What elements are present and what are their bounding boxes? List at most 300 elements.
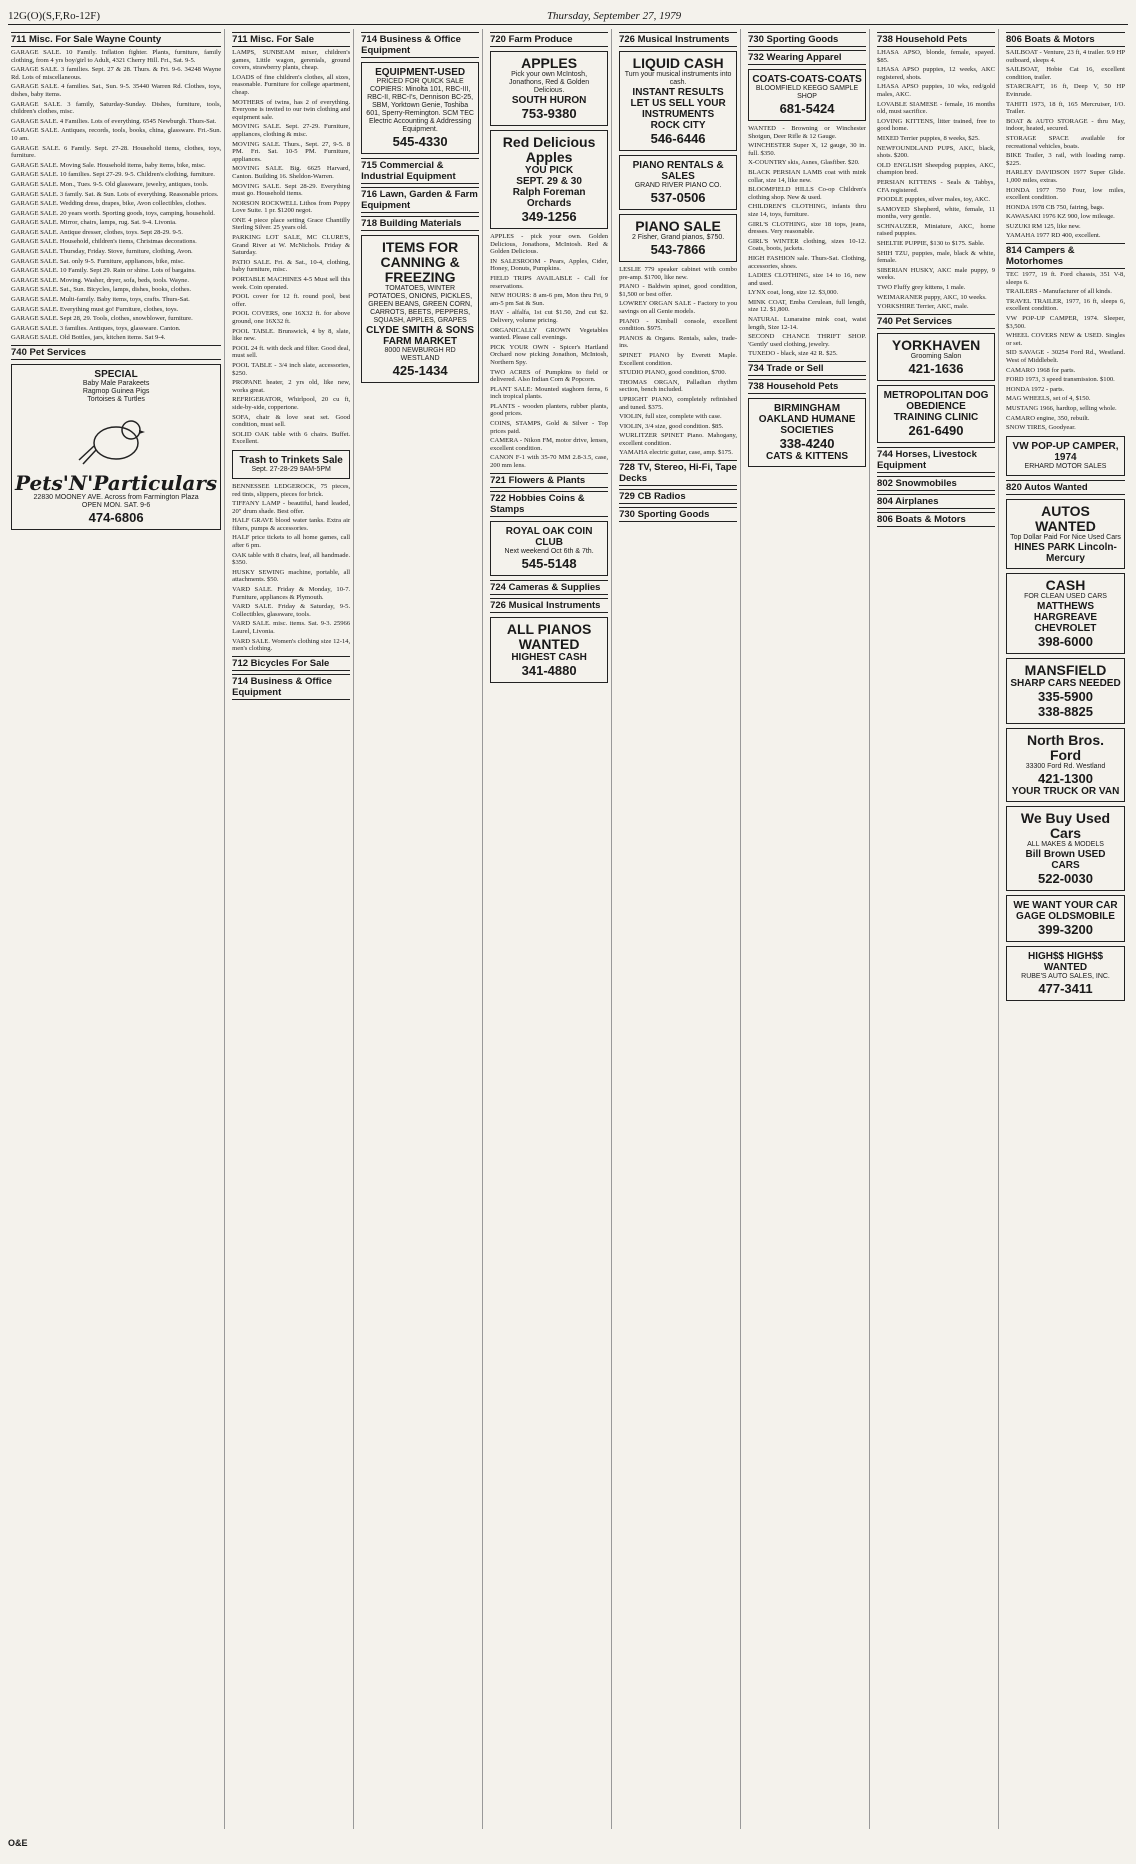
classified-ad: SNOW TIRES, Goodyear. xyxy=(1006,424,1076,432)
classified-ad: LHASA APSO, blonde, female, spayed. $85. xyxy=(877,49,996,64)
classified-ad: HARLEY DAVIDSON 1977 Super Glide. 1,000 miles, extras. xyxy=(1006,169,1125,184)
humane-phone: 338-4240 xyxy=(779,436,835,452)
section-heading: 802 Snowmobiles xyxy=(877,476,995,491)
autos-wanted-title: AUTOS WANTED xyxy=(1035,502,1096,534)
vw-camper-ad xyxy=(1006,436,1125,476)
equipment-body: COPIERS: Minolta 101, RBC-III, RBC-II, RBC-I's, Dennison BC-25, SBM, Yorktown Genie, Toshiba 601, Sperry-Remington. SCM TEC Electric Accounting & Addressing Equipment. xyxy=(366,86,474,133)
classified-ad: CAMERA - Nikon FM, motor drive, lenses, excellent condition. xyxy=(490,437,609,452)
classified-ad: KAWASAKI 1976 KZ 900, low mileage. xyxy=(1006,213,1115,221)
canning-items: TOMATOES, WINTER POTATOES, ONIONS, PICKLES, GREEN BEANS, GREEN CORN, CARROTS, BEETS, PEPPERS, SQUASH, APPLES, GRAPES xyxy=(368,285,473,324)
classified-ad: MOVING SALE. Thurs., Sept. 27, 9-5. 8 PM. Fri. Sat. 10-5 PM. Furniture, appliances. xyxy=(232,140,351,163)
classified-ad: X-COUNTRY skis, Asnes, Glasfiber. $20. xyxy=(748,159,860,167)
classified-ad: PORTABLE MACHINES 4-5 Must sell this week. Coin operated. xyxy=(232,276,351,291)
classified-ad: LAMPS, SUNBEAM mixer, children's games, Little wagon, gerenials, ground covers, strawberry plants, cheap. xyxy=(232,49,351,72)
classified-ad: SECOND CHANCE THRIFT SHOP. 'Gently' used clothing, jewelry. xyxy=(748,333,867,348)
we-buy-ad xyxy=(1006,806,1125,891)
page-date: Thursday, September 27, 1979 xyxy=(546,10,682,22)
all-pianos-ad xyxy=(490,617,608,683)
classified-ad: SAILBOAT - Venture, 23 ft, 4 trailer. 9.9 HP outboard, sleeps 4. xyxy=(1006,49,1125,64)
classified-ad: HALF GRAVE blood water tanks. Extra air filters, pumps & accessories. xyxy=(232,517,351,532)
classified-ad: HALF price tickets to all home games, call after 6 pm. xyxy=(232,534,351,550)
section-heading: 730 Sporting Goods xyxy=(748,32,866,47)
classified-ad: LYNX coat, long, size 12. $3,000. xyxy=(748,289,839,297)
pets-line: Ragmop Guinea Pigs xyxy=(82,388,150,395)
classified-ad: FORD 1973, 3 speed transmission. $100. xyxy=(1006,376,1115,384)
classified-ad: LESLIE 779 speaker cabinet with combo pre-amp. $1700, like new. xyxy=(619,266,738,281)
classified-ad: MOTHERS of twins, has 2 of everything. Everyone is invited to our twin clothing and equipment sale. xyxy=(232,98,351,121)
section-heading: 740 Pet Services xyxy=(11,345,221,360)
column-2 xyxy=(229,29,354,1829)
classified-ad: TWO Fluffy grey kittens, 1 male. xyxy=(877,284,966,292)
section-heading: 804 Airplanes xyxy=(877,494,995,509)
classified-ad: NEWFOUNDLAND PUPS, AKC, black, shots. $200. xyxy=(877,144,996,160)
ad-list xyxy=(232,483,350,653)
all-pianos-phone: 341-4880 xyxy=(521,662,577,678)
coats-phone: 681-5424 xyxy=(779,101,835,116)
equipment-title: EQUIPMENT-USED xyxy=(375,67,466,78)
piano-sale-phone: 543-7866 xyxy=(650,242,706,257)
classified-ad: VARD SALE. misc. items. Sat. 9-3. 25966 Laurel, Livonia. xyxy=(232,620,351,635)
classified-ad: MUSTANG 1966, hardtop, selling whole. xyxy=(1006,404,1117,412)
canning-place: CLYDE SMITH & SONS FARM MARKET xyxy=(366,325,475,347)
classified-ad: VARD SALE. Women's clothing size 12-14, men's clothing. xyxy=(232,637,351,653)
classified-ad: ONE 4 piece place setting Grace Chantilly Sterling Silver. 25 years old. xyxy=(232,216,351,232)
classified-ad: POOL 24 ft. with deck and filter. Good deal, must sell. xyxy=(232,344,351,360)
red-apples-title: Red Delicious Apples xyxy=(502,134,596,165)
piano-place: GRAND RIVER PIANO CO. xyxy=(634,182,722,189)
classified-ad: HONDA 1972 - parts. xyxy=(1006,385,1065,393)
piano-title: PIANO RENTALS & SALES xyxy=(632,160,724,182)
classified-ad: STORAGE SPACE available for recreational vehicles, boats. xyxy=(1006,134,1125,150)
highss-title: HIGH$$ HIGH$$ xyxy=(1027,950,1104,962)
classified-ad: MIXED Terrier puppies, 8 weeks, $25. xyxy=(877,134,980,142)
ad-list xyxy=(748,125,866,358)
section-heading: 711 Misc. For Sale Wayne County xyxy=(11,32,221,47)
royal-oak-ad xyxy=(490,521,608,576)
classified-ad: BENNESSEE LEDGEROCK, 75 pieces, red tints, slippers, pieces for brick. xyxy=(232,482,351,498)
humane-title: BIRMINGHAM OAKLAND HUMANE SOCIETIES xyxy=(758,403,856,437)
classified-ad: SAMOYED Shepherd, white, female, 11 months, very gentle. xyxy=(877,205,996,221)
classified-ad: WHEEL COVERS NEW & USED. Singles or set. xyxy=(1006,332,1125,347)
canning-phone: 425-1434 xyxy=(392,363,448,378)
classified-ad: OLD ENGLISH Sheepdog puppies, AKC, champion bred. xyxy=(877,161,996,177)
classified-ad: POOL TABLE - 3/4 inch slate, accessories, $250. xyxy=(232,361,351,377)
section-heading: 712 Bicycles For Sale xyxy=(232,656,350,671)
classified-ad: MOVING SALE. Sept. 27-29. Furniture, appliances, clothing & misc. xyxy=(232,123,351,138)
cash-ad xyxy=(1006,573,1125,654)
highss-sub: WANTED xyxy=(1043,961,1088,973)
highss-place: RUBE'S AUTO SALES, INC. xyxy=(1021,972,1110,980)
classified-ad: VW POP-UP CAMPER, 1974. Sleeper, $3,500. xyxy=(1006,315,1125,330)
classified-ad: CHILDREN'S CLOTHING, infants thru size 14, toys, furniture. xyxy=(748,203,867,218)
classified-ad: OAK table with 8 chairs, leaf, all handmade. $350. xyxy=(232,551,351,567)
classified-ad: GARAGE SALE. Old Bottles, jars, kitchen items. Sat 9-4. xyxy=(11,334,166,342)
cash-sub: FOR CLEAN USED CARS xyxy=(1024,592,1107,600)
we-buy-title: We Buy Used Cars xyxy=(1020,809,1111,841)
north-bros-place: 33300 Ford Rd. Westland xyxy=(1025,762,1106,770)
classified-ad: LOVABLE SIAMESE - female, 16 months old, must sacrifice. xyxy=(877,100,996,116)
ad-list xyxy=(1006,271,1125,432)
classified-ad: SCHNAUZER, Miniature, AKC, home raised puppies. xyxy=(877,222,996,238)
obedience-phone: 261-6490 xyxy=(908,422,964,438)
pets-phone: 474-6806 xyxy=(88,510,144,525)
classified-columns xyxy=(8,29,1128,1829)
red-apples-ad xyxy=(490,130,608,229)
classified-ad: UPRIGHT PIANO, completely refinished and tuned. $375. xyxy=(619,395,738,411)
section-heading: 738 Household Pets xyxy=(748,379,866,394)
classified-ad: PROPANE heater, 2 yrs old, like new, works great. xyxy=(232,379,351,394)
parakeet-illustration xyxy=(71,408,161,468)
classified-ad: VARD SALE. Friday & Monday, 10-7. Furniture, appliances & Plymouth. xyxy=(232,586,351,601)
pets-address: 22830 MOONEY AVE. Across from Farmington Plaza xyxy=(33,494,199,501)
all-pianos-line: HIGHEST CASH xyxy=(511,651,587,663)
column-4 xyxy=(487,29,612,1829)
classified-ad: PLANTS - wooden planters, rubber plants, good prices. xyxy=(490,402,609,418)
autos-wanted-ad xyxy=(1006,499,1125,569)
classified-ad: LOADS of fine children's clothes, all sizes, reasonable. Furniture for college apartment, cheap. xyxy=(232,73,351,96)
section-heading: 744 Horses, Livestock Equipment xyxy=(877,447,995,473)
highss-phone: 477-3411 xyxy=(1038,980,1093,996)
section-heading: 711 Misc. For Sale xyxy=(232,32,350,47)
classified-ad: SOLID OAK table with 6 chairs. Buffet. Excellent. xyxy=(232,430,351,446)
classified-ad: FIELD TRIPS AVAILABLE - Call for reservations. xyxy=(490,274,609,290)
classified-ad: SIBERIAN HUSKY, AKC male puppy, 9 weeks. xyxy=(877,266,996,282)
ad-list xyxy=(877,49,995,311)
classified-ad: POOL cover for 12 ft. round pool, best offer. xyxy=(232,293,351,308)
classified-ad: THOMAS ORGAN, Palladian rhythm section, bench included. xyxy=(619,378,738,394)
section-heading: 714 Business & Office Equipment xyxy=(232,674,350,700)
piano-sale-ad xyxy=(619,214,737,262)
north-bros-ad xyxy=(1006,728,1125,802)
oldsmobile-ad xyxy=(1006,895,1125,942)
page-code: 12G(O)(S,F,Ro-12F) xyxy=(8,10,101,22)
royal-oak-phone: 545-5148 xyxy=(521,555,577,571)
section-heading: 726 Musical Instruments xyxy=(490,598,608,613)
red-apples-dates: SEPT. 29 & 30 xyxy=(516,176,582,187)
classified-ad: LADIES CLOTHING, size 14 to 16, new and used. xyxy=(748,272,867,287)
north-bros-title: North Bros. Ford xyxy=(1027,731,1104,763)
apples-phone: 753-9380 xyxy=(521,106,577,121)
ad-list xyxy=(11,49,221,342)
coats-title: COATS-COATS-COATS xyxy=(752,74,862,85)
classified-ad: NATURAL Lunaraine mink coat, waist length, Size 12-14. xyxy=(748,316,867,331)
autos-wanted-place: HINES PARK Lincoln-Mercury xyxy=(1014,541,1117,564)
olds-title: WE WANT YOUR CAR xyxy=(1013,899,1118,911)
equipment-phone: 545-4330 xyxy=(392,134,448,149)
classified-ad: TAHITI 1973, 18 ft, 165 Mercruiser, I/O. Trailer. xyxy=(1006,100,1125,116)
classified-ad: SHIH TZU, puppies, male, black & white, female. xyxy=(877,249,996,265)
classified-ad: BIKE Trailer, 3 rail, with loading ramp. $225. xyxy=(1006,152,1125,167)
classified-ad: TUXEDO - black, size 42 R. $25. xyxy=(748,350,838,358)
liquid-cash-title: LIQUID CASH xyxy=(632,55,724,71)
classified-ad: GARAGE SALE. Antiques, records, tools, books, china, glassware. Fri.-Sun. 10 am. xyxy=(11,127,222,142)
red-apples-place: Ralph Foreman Orchards xyxy=(512,187,586,209)
olds-place: GAGE OLDSMOBILE xyxy=(1016,910,1115,922)
classified-ad: ORGANICALLY GROWN Vegetables wanted. Please call evenings. xyxy=(490,326,609,342)
pets-title: Pets'N'Particulars xyxy=(15,471,218,495)
autos-wanted-sub: Top Dollar Paid For Nice Used Cars xyxy=(1010,533,1121,541)
classified-ad: COINS, STAMPS, Gold & Silver - Top prices paid. xyxy=(490,420,609,435)
classified-ad: GARAGE SALE. Multi-family. Baby items, toys, crafts. Thurs-Sat. xyxy=(11,296,190,304)
classified-ad: APPLES - pick your own. Golden Delicious, Jonathons, McIntosh. Red & Golden Delicious. xyxy=(490,233,609,256)
classified-ad: PIANOS & Organs. Rentals, sales, trade-ins. xyxy=(619,334,738,350)
classified-ad: GARAGE SALE. Thursday, Friday. Stove, furniture, clothing, Avon. xyxy=(11,248,193,256)
ad-list xyxy=(232,49,350,446)
masthead xyxy=(8,8,1128,25)
red-apples-phone: 349-1256 xyxy=(521,209,577,224)
classified-ad: SUZUKI RM 125, like new. xyxy=(1006,222,1081,230)
section-heading: 730 Sporting Goods xyxy=(619,507,737,522)
highss-ad xyxy=(1006,946,1125,1001)
pets-line: Baby Male Parakeets xyxy=(82,380,150,387)
classified-ad: POOL COVERS, one 16X32 ft. for above ground, one 16X32 ft. xyxy=(232,310,351,325)
classified-ad: GARAGE SALE. 10 Family. Inflation fighter. Plants, furniture, family clothing, from 4 yrs boy/girl to Adult, 4321 Cherry Hill. Fri., Sat. 9-5. xyxy=(11,49,222,64)
column-7 xyxy=(874,29,999,1829)
pets-line: Tortoises & Turtles xyxy=(87,396,145,403)
canning-ad xyxy=(361,235,479,383)
classified-ad: GARAGE SALE. Household, children's items, Christmas decorations. xyxy=(11,238,197,246)
piano-sale-title: PIANO SALE xyxy=(635,218,721,234)
classified-ad: VARD SALE. Friday & Saturday, 9-5. Collectibles, glassware, tools. xyxy=(232,603,351,618)
section-heading: 716 Lawn, Garden & Farm Equipment xyxy=(361,189,478,211)
classified-ad: LHASA APSO puppies, 12 weeks, AKC registered, shots. xyxy=(877,66,996,81)
all-pianos-title: ALL PIANOS WANTED xyxy=(506,620,592,652)
royal-oak-title: ROYAL OAK COIN CLUB xyxy=(505,525,593,548)
we-buy-sub: ALL MAKES & MODELS xyxy=(1027,840,1104,848)
classified-ad: GARAGE SALE. 4 Families. Lots of everything. 6545 Newburgh. Thurs-Sat. xyxy=(11,117,217,125)
classified-ad: TRAVEL TRAILER, 1977, 16 ft, sleeps 6, excellent condition. xyxy=(1006,297,1125,313)
piano-phone: 537-0506 xyxy=(650,190,706,205)
trinkets-title: Trash to Trinkets Sale xyxy=(239,454,343,466)
section-heading: 734 Trade or Sell xyxy=(748,361,866,376)
classified-ad: LOVING KITTENS, litter trained, free to good home. xyxy=(877,117,996,133)
section-heading: 722 Hobbies Coins & Stamps xyxy=(490,491,608,517)
section-heading: 820 Autos Wanted xyxy=(1006,480,1125,495)
classified-ad: LOWREY ORGAN SALE - Factory to you savings on all Genie models. xyxy=(619,300,738,315)
classified-ad: PLANT SALE: Mounted staghorn ferns, 6 inch tropical plants. xyxy=(490,385,609,401)
classified-ad: STARCRAFT, 16 ft, Deep V, 50 HP Evinrude. xyxy=(1006,83,1125,98)
coats-ad xyxy=(748,69,866,121)
royal-oak-body: Next weekend Oct 6th & 7th. xyxy=(504,547,594,555)
obedience-title: METROPOLITAN DOG OBEDIENCE TRAINING CLINIC xyxy=(883,389,989,423)
section-heading: 814 Campers & Motorhomes xyxy=(1006,243,1125,269)
classified-ad: PIANO - Baldwin spinet, good condition, $1,500 or best offer. xyxy=(619,283,738,298)
column-5 xyxy=(616,29,741,1829)
classified-ad: GARAGE SALE. Sept 28, 29. Tools, clothes, snowblower, furniture. xyxy=(11,315,193,323)
pets-special: SPECIAL xyxy=(94,369,138,380)
section-heading: 724 Cameras & Supplies xyxy=(490,580,608,595)
apples-ad xyxy=(490,51,608,126)
classified-ad: WEIMARANER puppy, AKC, 10 weeks. xyxy=(877,293,987,301)
we-buy-place: Bill Brown USED CARS xyxy=(1025,848,1106,871)
classified-ad: HONDA 1977 750 Four, low miles, excellent condition. xyxy=(1006,186,1125,202)
classified-ad: GARAGE SALE. 3 families. Antiques, toys, glassware. Canton. xyxy=(11,324,181,332)
section-heading: 729 CB Radios xyxy=(619,489,737,504)
classified-ad: STUDIO PIANO, good condition, $700. xyxy=(619,369,727,377)
classified-ad: GARAGE SALE. Sat., Sun. Bicycles, lamps, dishes, books, clothes. xyxy=(11,286,192,294)
classified-ad: GIRL'S WINTER clothing, sizes 10-12. Coats, boots, jackets. xyxy=(748,237,867,253)
humane-tag: CATS & KITTENS xyxy=(766,451,849,463)
section-heading: 718 Building Materials xyxy=(361,216,479,231)
column-3 xyxy=(358,29,483,1829)
classified-ad: SOFA, chair & love seat set. Good condition, must sell. xyxy=(232,413,351,429)
north-bros-phone: 421-1300 xyxy=(1038,770,1093,786)
ad-list xyxy=(619,266,737,457)
piano-rentals-ad xyxy=(619,155,737,210)
section-heading: 732 Wearing Apparel xyxy=(748,50,866,65)
classified-ad: GARAGE SALE. Antique dresser, clothes, toys. Sept 28-29. 9-5. xyxy=(11,228,183,236)
classified-ad: GARAGE SALE. 6 Family. Sept. 27-28. Household items, clothes, toys, furniture. xyxy=(11,144,222,160)
classified-ad: GARAGE SALE. 3 family, Saturday-Sunday. Dishes, furniture, tools, children's clothes, misc. xyxy=(11,100,222,116)
yorkhaven-sub: Grooming Salon xyxy=(910,352,962,360)
classified-ad: WANTED - Browning or Winchester Shotgun, Deer Rifle & 12 Gauge. xyxy=(748,125,867,140)
piano-sale-body: 2 Fisher, Grand pianos, $750. xyxy=(631,234,725,241)
section-heading: 714 Business & Office Equipment xyxy=(361,32,479,58)
equipment-used-ad xyxy=(361,62,479,154)
column-6 xyxy=(745,29,870,1829)
classified-ad: NORSON ROCKWELL Lithos from Poppy Love Suite. 1 pr. $1200 negot. xyxy=(232,199,351,215)
classified-ad: PARKING LOT SALE, MC CLURE'S, Grand River at W. McNichols. Friday & Saturday. xyxy=(232,234,351,257)
cash-title: CASH xyxy=(1045,576,1086,593)
classified-ad: BLOOMFIELD HILLS Co-op Children's clothing shop. New & used. xyxy=(748,186,867,201)
pets-hours: OPEN MON. SAT. 9-6 xyxy=(81,502,151,509)
coats-place: BLOOMFIELD KEEGO SAMPLE SHOP xyxy=(755,85,859,100)
column-1 xyxy=(8,29,225,1829)
apples-body: Pick your own McIntosh, Jonathons, Red & Golden Delicious. xyxy=(509,71,590,94)
classified-ad: MAG WHEELS, set of 4, $150. xyxy=(1006,395,1091,403)
section-heading: 728 TV, Stereo, Hi-Fi, Tape Decks xyxy=(619,462,737,485)
classified-ad: YORKSHIRE Terrier, AKC, male. xyxy=(877,303,969,311)
section-heading: 738 Household Pets xyxy=(877,32,995,47)
section-heading: 806 Boats & Motors xyxy=(1006,32,1125,47)
classified-ad: HUSKY SEWING machine, portable, all attachments. $50. xyxy=(232,568,351,584)
classified-ad: GARAGE SALE. Mirror, chairs, lamps, rug. Sat. 9-4. Livonia. xyxy=(11,219,177,227)
mansfield-phone-1: 335-5900 xyxy=(1038,688,1093,704)
classified-ad: HAY - alfalfa, 1st cut $1.50, 2nd cut $2. Delivery, volume pricing. xyxy=(490,309,609,324)
classified-ad: REFRIGERATOR, Whirlpool, 20 cu ft, side-by-side, coppertone. xyxy=(232,396,351,411)
classified-ad: PIANO - Kimball console, excellent condition. $975. xyxy=(619,317,738,333)
section-heading: 720 Farm Produce xyxy=(490,32,608,47)
page-folio: O&E xyxy=(8,1838,28,1848)
vw-place: ERHARD MOTOR SALES xyxy=(1024,462,1107,470)
classified-ad: BLACK PERSIAN LAMB coat with mink collar, size 14, like new. xyxy=(748,168,867,184)
classified-ad: GARAGE SALE. 10 families. Sept 27-29. 9-5. Children's clothing, furniture. xyxy=(11,171,215,179)
classified-ad: SHELTIE PUPPIE, $130 to $175. Sable. xyxy=(877,240,985,248)
classified-ad: GARAGE SALE. Mon., Tues. 9-5. Old glassware, jewelry, antiques, tools. xyxy=(11,180,209,188)
classified-ad: MINK COAT, Emba Cerulean, full length, size 12. $1,800. xyxy=(748,298,867,314)
classified-ad: YAMAHA electric guitar, case, amp. $175. xyxy=(619,449,733,457)
liquid-cash-ad xyxy=(619,51,737,151)
classified-ad: POOL TABLE. Brunswick, 4 by 8, slate, like new. xyxy=(232,327,351,343)
classified-ad: CAMARO 1968 for parts. xyxy=(1006,366,1076,374)
yorkhaven-ad xyxy=(877,333,995,381)
classified-ad: MOVING SALE. Big. 6625 Harvard, Canton. Building 16. Sheldon-Warren. xyxy=(232,165,351,180)
classified-ad: SPINET PIANO by Everett Maple. Excellent condition. xyxy=(619,351,738,367)
classified-ad: SAILBOAT, Hobie Cat 16, excellent condition, trailer. xyxy=(1006,66,1125,81)
liquid-cash-phone: 546-6446 xyxy=(650,131,706,146)
classified-ad: CANON F-1 with 35-70 MM 2.8-3.5, case, 200 mm lens. xyxy=(490,454,609,470)
mansfield-sub: SHARP CARS NEEDED xyxy=(1010,677,1121,689)
we-buy-phone: 522-0030 xyxy=(1038,870,1093,886)
equipment-subtitle: PRICED FOR QUICK SALE xyxy=(376,78,464,85)
liquid-cash-head3: LET US SELL YOUR INSTRUMENTS xyxy=(630,98,726,120)
olds-phone: 399-3200 xyxy=(1038,921,1093,937)
cash-phone: 398-6000 xyxy=(1038,633,1093,649)
classified-ad: NEW HOURS: 8 am-6 pm, Mon thru Fri, 9 am-5 pm Sat & Sun. xyxy=(490,292,609,307)
classified-ad: TEC 1977, 19 ft. Ford chassis, 351 V-8, sleeps 6. xyxy=(1006,271,1125,286)
yorkhaven-title: YORKHAVEN xyxy=(891,336,981,353)
classified-ad: VIOLIN, 3/4 size, good condition. $85. xyxy=(619,422,724,430)
column-8 xyxy=(1003,29,1128,1829)
classified-ad: WURLITZER SPINET Piano. Mahogany, excellent condition. xyxy=(619,432,738,447)
yorkhaven-phone: 421-1636 xyxy=(908,360,964,376)
classified-ad: GARAGE SALE. 20 years worth. Sporting goods, toys, camping, household. xyxy=(11,209,215,217)
section-heading: 740 Pet Services xyxy=(877,314,995,329)
classified-ad: PICK YOUR OWN - Spicer's Hartland Orchard now picking Jonathon, McIntosh, Northern Spy. xyxy=(490,343,609,366)
classified-ad: TIFFANY LAMP - beautiful, hand leaded, 20" drum shade. Best offer. xyxy=(232,500,351,515)
classified-ad: GARAGE SALE. Sat. only 9-5. Furniture, appliances, bike, misc. xyxy=(11,257,185,265)
canning-title: ITEMS FOR CANNING & FREEZING xyxy=(380,239,460,285)
classified-ad: GIRL'S CLOTHING, size 18 tops, jeans, dresses. Very reasonable. xyxy=(748,220,867,236)
north-bros-line: YOUR TRUCK OR VAN xyxy=(1011,785,1120,797)
ad-list xyxy=(490,233,608,470)
vw-title: VW POP-UP CAMPER, 1974 xyxy=(1012,440,1119,463)
dog-obedience-ad xyxy=(877,385,995,443)
classified-ad: GARAGE SALE. Moving. Washer, dryer, sofa, beds, tools. Wayne. xyxy=(11,276,190,284)
classified-ad: WINCHESTER Super X, 12 gauge, 30 in. full. $350. xyxy=(748,142,867,157)
cash-place: MATTHEWS HARGREAVE CHEVROLET xyxy=(1033,600,1098,634)
apples-place: SOUTH HURON xyxy=(511,95,587,106)
ad-list xyxy=(1006,49,1125,240)
classified-ad: MOVING SALE. Sept 28-29. Everything must go. Household items. xyxy=(232,182,351,198)
classified-ad: HONDA 1978 CB 750, fairing, bags. xyxy=(1006,203,1105,211)
classified-ad: TRAILERS - Manufacturer of all kinds. xyxy=(1006,288,1112,296)
liquid-cash-body: Turn your musical instruments into cash. xyxy=(624,71,732,86)
liquid-cash-head2: INSTANT RESULTS xyxy=(632,87,724,98)
classified-ad: GARAGE SALE. Everything must go! Furniture, clothes, toys. xyxy=(11,305,179,313)
classified-ad: TWO ACRES of Pumpkins to field or delivered. Also Indian Corn & Popcorn. xyxy=(490,368,609,384)
classified-ad: GARAGE SALE. Moving Sale. Household items, baby items, bike, misc. xyxy=(11,161,206,169)
classified-ad: GARAGE SALE. 3 families. Sept. 27 & 28. Thurs. & Fri. 9-6. 34248 Wayne Rd. Lots of miscellaneous. xyxy=(11,66,222,81)
classified-ad: PERSIAN KITTENS - Seals & Tabbys, CFA registered. xyxy=(877,178,996,194)
mansfield-title: MANSFIELD xyxy=(1024,661,1107,678)
mansfield-ad xyxy=(1006,658,1125,724)
trinkets-sale-ad xyxy=(232,450,350,479)
classified-ad: SID SAVAGE - 30254 Ford Rd., Westland. West of Middlebelt. xyxy=(1006,349,1125,364)
classified-ad: VIOLIN, full size, complete with case. xyxy=(619,413,722,421)
section-heading: 721 Flowers & Plants xyxy=(490,473,608,488)
red-apples-line: YOU PICK xyxy=(524,165,574,176)
classified-ad: BOAT & AUTO STORAGE - thru May, indoor, heated, secured. xyxy=(1006,117,1125,133)
canning-address: 8000 NEWBURGH RD WESTLAND xyxy=(384,347,456,362)
newspaper-page xyxy=(8,8,1128,1848)
classified-ad: GARAGE SALE. 4 families. Sat., Sun. 9-5. 35440 Warren Rd. Clothes, toys, dishes, baby items. xyxy=(11,83,222,98)
classified-ad: YAMAHA 1977 RD 400, excellent. xyxy=(1006,232,1101,240)
classified-ad: CAMARO engine, 350, rebuilt. xyxy=(1006,414,1090,422)
classified-ad: POODLE puppies, silver males, toy, AKC. xyxy=(877,196,990,204)
section-heading: 726 Musical Instruments xyxy=(619,32,737,47)
apples-title: APPLES xyxy=(521,55,578,71)
classified-ad: IN SALESROOM - Pears, Apples, Cider, Honey, Donuts, Pumpkins. xyxy=(490,257,609,273)
section-heading: 715 Commercial & Industrial Equipment xyxy=(361,158,479,184)
mansfield-phone-2: 338-8825 xyxy=(1038,703,1093,719)
classified-ad: LHASA APSO puppies, 10 wks, red/gold males, AKC. xyxy=(877,83,996,98)
classified-ad: GARAGE SALE. Wedding dress, drapes, bike, Avon collectibles, clothes. xyxy=(11,200,207,208)
classified-ad: HIGH FASHION sale. Thurs-Sat. Clothing, accessories, shoes. xyxy=(748,254,867,270)
classified-ad: GARAGE SALE. 3 family. Sat. & Sun. Lots of everything. Reasonable prices. xyxy=(11,190,219,198)
liquid-cash-place: ROCK CITY xyxy=(650,120,706,131)
humane-society-ad xyxy=(748,398,866,467)
